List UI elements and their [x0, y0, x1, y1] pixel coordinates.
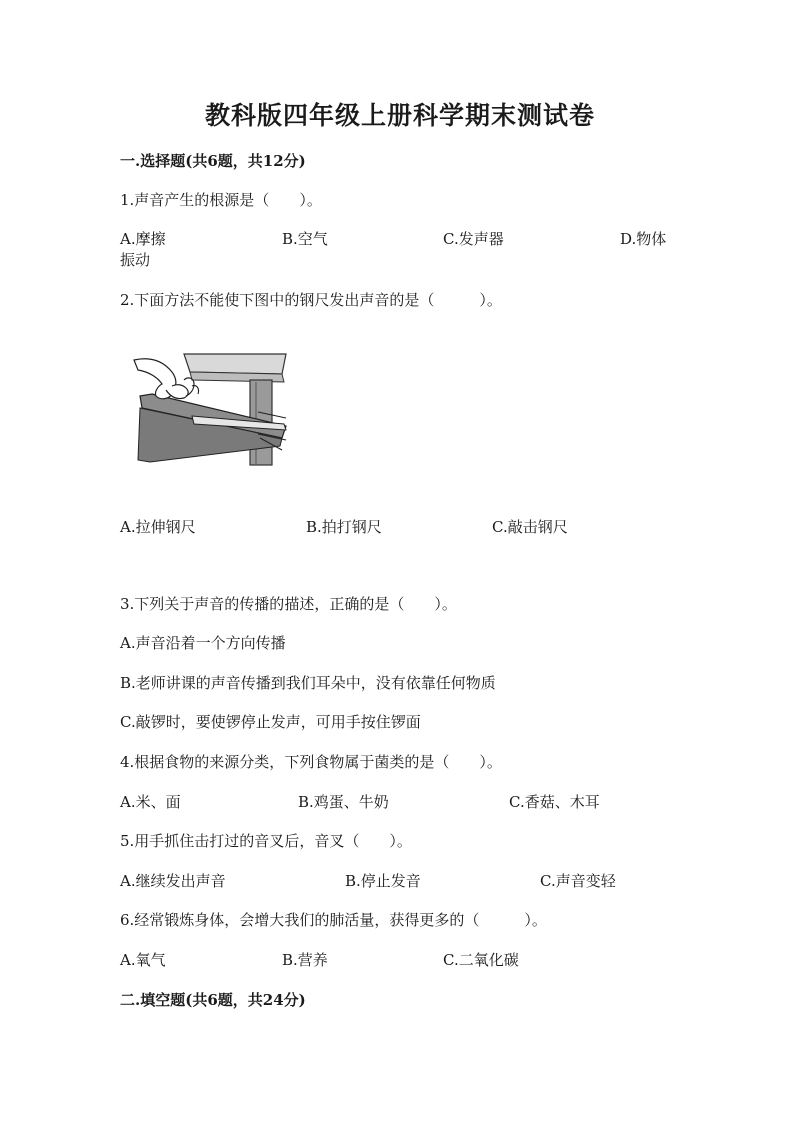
steel-ruler-figure [132, 350, 292, 470]
section-choice-heading: 一.选择题(共6题，共12分) [120, 152, 306, 170]
question-6-option-c: C.二氧化碳 [443, 951, 519, 969]
question-6-stem: 6.经常锻炼身体，会增大我们的肺活量，获得更多的（ ）。 [120, 911, 547, 929]
question-4-option-c: C.香菇、木耳 [509, 793, 600, 811]
question-6-option-a: A.氧气 [120, 951, 166, 969]
question-1-option-d-wrap: 振动 [120, 251, 151, 269]
question-4-stem: 4.根据食物的来源分类，下列食物属于菌类的是（ ）。 [120, 753, 502, 771]
section-fill-blank-heading: 二.填空题(共6题，共24分) [120, 991, 306, 1009]
question-3-stem: 3.下列关于声音的传播的描述，正确的是（ ）。 [120, 595, 457, 613]
question-3-option-a: A.声音沿着一个方向传播 [120, 634, 286, 652]
question-3-option-b: B.老师讲课的声音传播到我们耳朵中，没有依靠任何物质 [120, 674, 496, 692]
question-5-option-a: A.继续发出声音 [120, 872, 226, 890]
question-1-option-c: C.发声器 [443, 230, 504, 248]
question-6-option-b: B.营养 [282, 951, 328, 969]
question-2-option-b: B.拍打钢尺 [306, 518, 382, 536]
question-3-option-c: C.敲锣时，要使锣停止发声，可用手按住锣面 [120, 713, 421, 731]
question-1-option-b: B.空气 [282, 230, 328, 248]
question-4-option-b: B.鸡蛋、牛奶 [298, 793, 389, 811]
question-1-option-d: D.物体 [620, 230, 667, 248]
question-2-option-c: C.敲击钢尺 [492, 518, 568, 536]
question-5-option-c: C.声音变轻 [540, 872, 616, 890]
question-5-stem: 5.用手抓住击打过的音叉后，音叉（ ）。 [120, 832, 412, 850]
question-2-stem: 2.下面方法不能使下图中的钢尺发出声音的是（ ）。 [120, 291, 502, 309]
question-4-option-a: A.米、面 [120, 793, 181, 811]
document-title: 教科版四年级上册科学期末测试卷 [204, 101, 595, 130]
question-2-option-a: A.拉伸钢尺 [120, 518, 196, 536]
question-1-option-a: A.摩擦 [120, 230, 166, 248]
question-1-stem: 1.声音产生的根源是（ ）。 [120, 191, 322, 209]
question-5-option-b: B.停止发音 [345, 872, 421, 890]
